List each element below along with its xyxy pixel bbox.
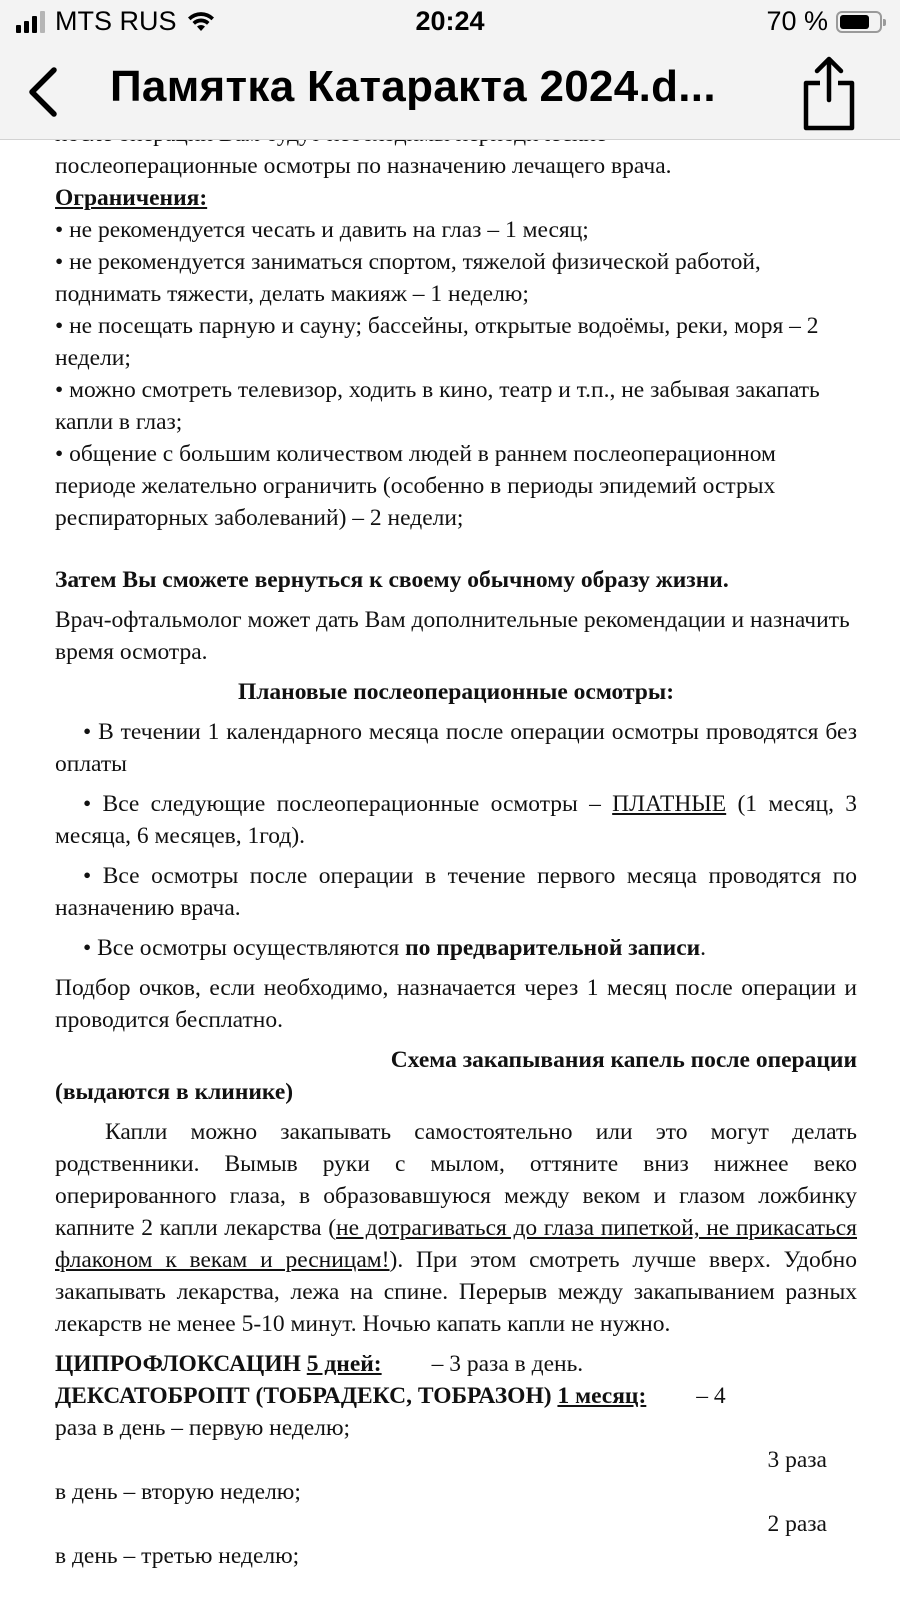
chevron-left-icon[interactable] bbox=[20, 62, 70, 122]
appointment-note: по предварительной записи bbox=[405, 935, 701, 961]
drops-instructions bbox=[55, 1116, 857, 1340]
exam-item-text: • Все осмотры осуществляются bbox=[83, 935, 406, 961]
doctor-recommendation: Врач-офтальмолог может дать Вам дополнительные рекомендации и назначить время осмотра. bbox=[55, 607, 850, 665]
restriction-item: • не посещать парную и сауну; бассейны, открытые водоёмы, реки, моря – 2 недели; bbox=[55, 313, 819, 371]
drug-name: ДЕКСАТОБРОПТ (ТОБРАДЕКС, ТОБРАЗОН) bbox=[55, 1383, 558, 1409]
drug-duration: 1 месяц: bbox=[557, 1383, 647, 1409]
share-icon[interactable] bbox=[798, 54, 860, 134]
exam-item-text: (1 месяц, 3 месяца, 6 месяцев, 1год). bbox=[55, 791, 857, 849]
restriction-item: • не рекомендуется чесать и давить на глаз – 1 месяц; bbox=[55, 217, 589, 243]
dose-schedule: 2 раза bbox=[767, 1511, 827, 1537]
drug-duration: 5 дней: bbox=[306, 1351, 382, 1377]
exam-item-text: . bbox=[700, 935, 707, 961]
drug-name: ЦИПРОФЛОКСАЦИН bbox=[55, 1351, 307, 1377]
dexa-line bbox=[55, 1380, 857, 1412]
status-bar bbox=[0, 0, 900, 44]
restriction-item: • не рекомендуется заниматься спортом, тяжелой физической работой, поднимать тяжести, делать макияж – 1 неделю; bbox=[55, 249, 761, 307]
exam-item: • В течении 1 календарного месяца после операции осмотры проводятся без оплаты bbox=[55, 719, 857, 777]
document-body[interactable] bbox=[55, 118, 857, 1572]
restriction-item: • общение с большим количеством людей в раннем послеоперационном периоде желательно ограничить (особенно в периоды эпидемий острых респираторных заболеваний) – 2 недели; bbox=[55, 441, 776, 531]
exam-item-text: • Все следующие послеоперационные осмотры – bbox=[83, 791, 613, 817]
exam-item bbox=[55, 932, 857, 964]
paid-label: ПЛАТНЫЕ bbox=[612, 791, 727, 817]
exams-heading: Плановые послеоперационные осмотры: bbox=[237, 679, 675, 705]
status-time: 20:24 bbox=[415, 6, 485, 36]
drug-dose: – 4 bbox=[696, 1383, 726, 1409]
drops-text: Капли можно закапывать самостоятельно или это могут делать родственники. Вымыв руки с мылом, оттяните вниз нижнее веко оперированного глаза, в образовавшуюся между веком и глазом ложбинку капните 2 капли лекарства ( bbox=[55, 1119, 857, 1241]
glasses-paragraph: Подбор очков, если необходимо, назначается через 1 месяц после операции и проводится бесплатно. bbox=[55, 975, 857, 1033]
dose-schedule: в день – третью неделю; bbox=[55, 1543, 300, 1569]
drug-dose: – 3 раза в день. bbox=[431, 1351, 584, 1377]
scheme-heading: Схема закапывания капель после операции bbox=[390, 1047, 857, 1073]
dose-schedule: в день – вторую неделю; bbox=[55, 1479, 301, 1505]
status-right bbox=[766, 6, 882, 37]
intro-paragraph-end: послеоперационные осмотры по назначению лечащего врача. bbox=[55, 153, 672, 179]
dose-schedule: раза в день – первую неделю; bbox=[55, 1415, 351, 1441]
battery-icon bbox=[836, 11, 882, 33]
restriction-item: • можно смотреть телевизор, ходить в кино, театр и т.п., не забывая закапать капли в глаз; bbox=[55, 377, 820, 435]
drops-warning: не дотрагиваться до глаза пипеткой, не прикасаться флаконом к векам и ресницам! bbox=[55, 1215, 857, 1273]
exam-item: • Все осмотры после операции в течение первого месяца проводятся по назначению врача. bbox=[55, 863, 857, 921]
drops-text: ). При этом смотреть лучше вверх. Удобно закапывать лекарства, лежа на спине. Перерыв между закапыванием разных лекарств не менее 5-10 минут. Ночью капать капли не нужно. bbox=[55, 1247, 857, 1337]
scheme-heading-note: (выдаются в клинике) bbox=[55, 1079, 294, 1105]
document-title: Памятка Катаракта 2024.d... bbox=[110, 62, 716, 111]
return-to-normal-line: Затем Вы сможете вернуться к своему обычному образу жизни. bbox=[55, 567, 729, 593]
battery-percent: 70 % bbox=[766, 6, 828, 36]
exam-item bbox=[55, 788, 857, 852]
nav-bar bbox=[0, 44, 900, 140]
cipro-line bbox=[55, 1348, 857, 1380]
restrictions-heading: Ограничения: bbox=[55, 185, 208, 211]
carrier-name: MTS RUS bbox=[55, 6, 177, 36]
dose-schedule: 3 раза bbox=[767, 1447, 827, 1473]
